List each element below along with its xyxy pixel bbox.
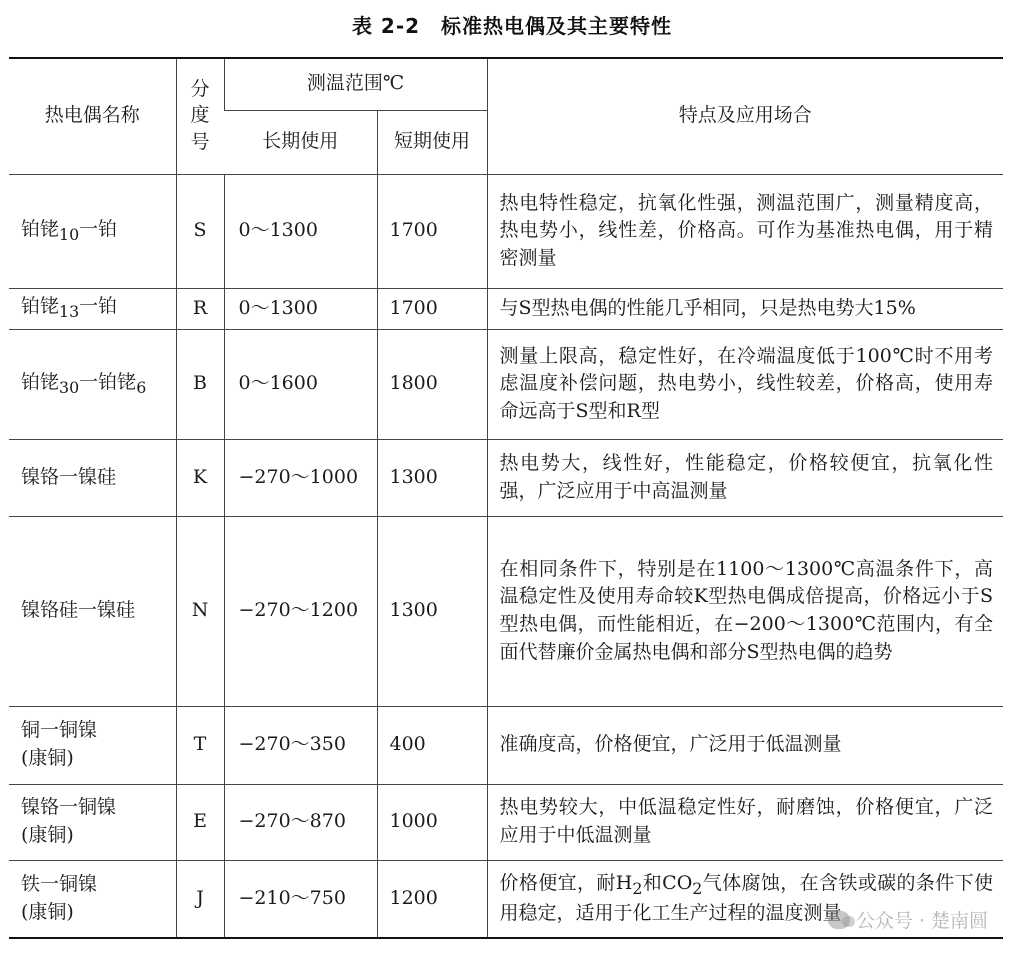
header-name: 热电偶名称 [9,58,176,174]
row-long-term: −270～870 [224,784,377,860]
row-short-term: 1700 [377,288,487,329]
row-features: 准确度高，价格便宜，广泛用于低温测量 [487,706,1003,784]
row-features: 热电特性稳定，抗氧化性强，测温范围广，测量精度高，热电势小，线性差，价格高。可作为基准热电偶，用于精密测量 [487,174,1003,288]
row-name: 铂铑$_{30}$一铂铑$_6$ [9,329,176,439]
row-features: 测量上限高，稳定性好，在冷端温度低于100℃时不用考虑温度补偿问题，热电势小，线性较差，价格高，使用寿命远高于S型和R型 [487,329,1003,439]
table-row [9,288,1003,329]
row-long-term: 0～1300 [224,174,377,288]
row-name: 镍铬一铜镍 (康铜) [9,784,176,860]
row-name: 镍铬一镍硅 [9,439,176,516]
row-features: 热电势较大，中低温稳定性好，耐磨蚀，价格便宜，广泛应用于中低温测量 [487,784,1003,860]
header-code: 分 度 号 [176,58,224,174]
row-code: E [176,784,224,860]
row-features: 在相同条件下，特别是在1100～1300℃高温条件下，高温稳定性及使用寿命较K型热电偶成倍提高，价格远小于S型热电偶，而性能相近，在−200～1300℃范围内，有全面代替廉价金属热电偶和部分S型热电偶的趋势 [487,516,1003,706]
row-short-term: 1300 [377,439,487,516]
table-row [9,706,1003,784]
thermocouple-table [9,57,1003,939]
row-long-term: −210～750 [224,860,377,938]
row-long-term: −270～1000 [224,439,377,516]
row-name: 铁一铜镍 (康铜) [9,860,176,938]
header-range: 测温范围℃ [224,58,487,110]
row-features: 热电势大，线性好，性能稳定，价格较便宜，抗氧化性强，广泛应用于中高温测量 [487,439,1003,516]
row-short-term: 1800 [377,329,487,439]
row-code: S [176,174,224,288]
row-code: T [176,706,224,784]
row-code: R [176,288,224,329]
row-name: 镍铬硅一镍硅 [9,516,176,706]
row-code: K [176,439,224,516]
row-name: 铂铑$_{13}$一铂 [9,288,176,329]
row-short-term: 1700 [377,174,487,288]
row-short-term: 1200 [377,860,487,938]
table-row [9,516,1003,706]
watermark [828,906,988,933]
row-code: B [176,329,224,439]
row-short-term: 1000 [377,784,487,860]
row-short-term: 400 [377,706,487,784]
table-title: 表 2-2 标准热电偶及其主要特性 [351,14,673,38]
row-short-term: 1300 [377,516,487,706]
row-long-term: 0～1300 [224,288,377,329]
table-row [9,439,1003,516]
header-features: 特点及应用场合 [487,58,1003,174]
row-long-term: −270～350 [224,706,377,784]
row-features: 价格便宜，耐$H_2$和$CO_2$气体腐蚀，在含铁或碳的条件下使用稳定，适用于化工生产过程的温度测量 [487,860,1003,938]
header-short-term: 短期使用 [377,110,487,174]
row-code: J [176,860,224,938]
table-row [9,329,1003,439]
watermark-text: 公众号 · 楚南圆 [855,910,988,932]
table-row [9,174,1003,288]
row-code: N [176,516,224,706]
row-features: 与S型热电偶的性能几乎相同，只是热电势大15% [487,288,1003,329]
header-long-term: 长期使用 [224,110,377,174]
row-long-term: −270～1200 [224,516,377,706]
row-name: 铜一铜镍 (康铜) [9,706,176,784]
row-long-term: 0～1600 [224,329,377,439]
table-row [9,784,1003,860]
row-name: 铂铑$_{10}$一铂 [9,174,176,288]
chat-bubble-icon [828,911,850,929]
